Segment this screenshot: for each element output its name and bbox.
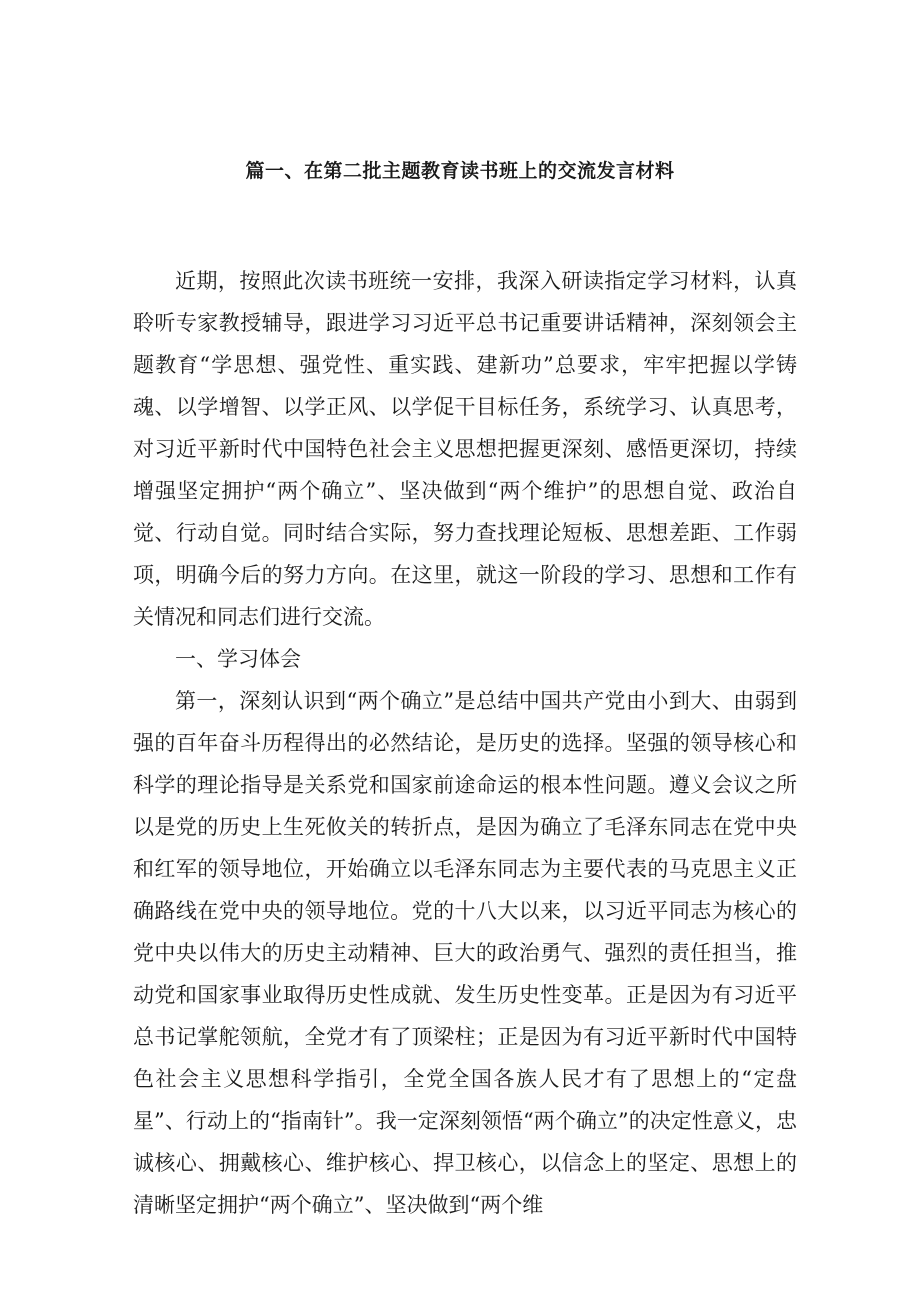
paragraph-first-point: 第一，深刻认识到“两个确立”是总结中国共产党由小到大、由弱到强的百年奋斗历程得出的必然结论，是历史的选择。坚强的领导核心和科学的理论指导是关系党和国家前途命运的根本性问题。遵义会议之所以是党的历史上生死攸关的转折点，是因为确立了毛泽东同志在党中央和红军的领导地位，开始确立以毛泽东同志为主要代表的马克思主义正确路线在党中央的领导地位。党的十八大以来，以习近平同志为核心的党中央以伟大的历史主动精神、巨大的政治勇气、强烈的责任担当，推动党和国家事业取得历史性成就、发生历史性变革。正是因为有习近平总书记掌舵领航，全党才有了顶梁柱；正是因为有习近平新时代中国特色社会主义思想科学指引，全党全国各族人民才有了思想上的“定盘星”、行动上的“指南针”。我一定深刻领悟“两个确立”的决定性意义，忠诚核心、拥戴核心、维护核心、捍卫核心，以信念上的坚定、思想上的清晰坚定拥护“两个确立”、坚决做到“两个维: [133, 689, 797, 1217]
paragraph-intro: 近期，按照此次读书班统一安排，我深入研读指定学习材料，认真聆听专家教授辅导，跟进学习习近平总书记重要讲话精神，深刻领会主题教育“学思想、强党性、重实践、建新功”总要求，牢牢把握以学铸魂、以学增智、以学正风、以学促干目标任务，系统学习、认真思考，对习近平新时代中国特色社会主义思想把握更深刻、感悟更深切，持续增强坚定拥护“两个确立”、坚决做到“两个维护”的思想自觉、政治自觉、行动自觉。同时结合实际，努力查找理论短板、思想差距、工作弱项，明确今后的努力方向。在这里，就这一阶段的学习、思想和工作有关情况和同志们进行交流。: [133, 269, 797, 629]
document-title: 篇一、在第二批主题教育读书班上的交流发言材料: [245, 160, 675, 182]
document-body: [133, 260, 797, 1226]
section-heading-learning: 一、学习体会: [175, 647, 301, 671]
